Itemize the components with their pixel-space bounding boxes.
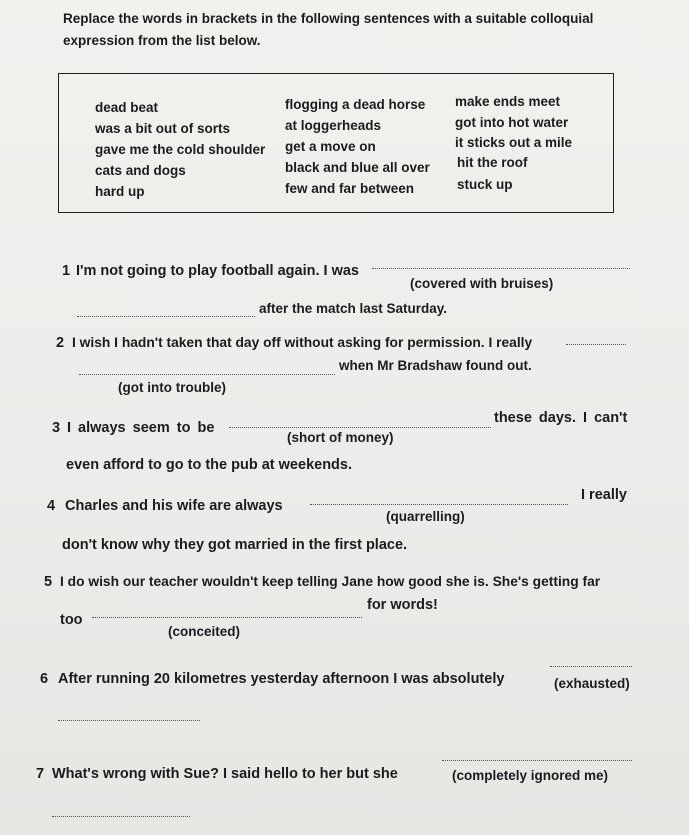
expression-item: dead beat xyxy=(95,100,159,115)
answer-blank-1a[interactable] xyxy=(372,268,630,269)
instructions-line-2: expression from the list below. xyxy=(63,33,261,48)
expression-item: gave me the cold shoulder xyxy=(95,142,266,157)
expression-item: it sticks out a mile xyxy=(455,135,573,150)
question-2-continuation: when Mr Bradshaw found out. xyxy=(339,358,532,373)
question-3-line-2: even afford to go to the pub at weekends. xyxy=(66,457,352,473)
question-number: 1 xyxy=(62,263,71,279)
expression-item: hard up xyxy=(95,184,145,199)
expression-item: stuck up xyxy=(457,177,513,192)
answer-blank-6b[interactable] xyxy=(58,720,200,721)
question-3-text: I always seem to be xyxy=(67,420,215,436)
question-number: 6 xyxy=(40,671,49,687)
question-1-hint: (covered with bruises) xyxy=(410,276,554,291)
answer-blank-2b[interactable] xyxy=(79,374,335,375)
answer-blank-4[interactable] xyxy=(310,504,568,505)
question-5-line-2: too xyxy=(60,612,83,628)
expression-item: few and far between xyxy=(285,181,415,196)
answer-blank-1b[interactable] xyxy=(77,316,255,317)
question-number: 4 xyxy=(47,498,56,514)
question-4-continuation: I really xyxy=(581,487,627,503)
answer-blank-5[interactable] xyxy=(92,617,362,618)
question-7-hint: (completely ignored me) xyxy=(452,768,609,783)
instructions-line-1: Replace the words in brackets in the following sentences with a suitable colloquial xyxy=(63,11,594,26)
expression-item: black and blue all over xyxy=(285,160,430,175)
question-3-hint: (short of money) xyxy=(287,430,394,445)
answer-blank-6a[interactable] xyxy=(550,666,632,667)
question-2-hint: (got into trouble) xyxy=(118,380,226,395)
question-7-text: What's wrong with Sue? I said hello to her but she xyxy=(52,766,398,782)
expression-item: was a bit out of sorts xyxy=(95,121,231,136)
question-number: 3 xyxy=(52,420,61,436)
answer-blank-2a[interactable] xyxy=(566,344,626,345)
answer-blank-3[interactable] xyxy=(229,427,491,428)
question-number: 5 xyxy=(44,574,53,590)
question-1-text: I'm not going to play football again. I was xyxy=(76,263,359,279)
expression-item: hit the roof xyxy=(457,155,528,170)
question-number: 2 xyxy=(56,335,65,351)
question-4-line-2: don't know why they got married in the first place. xyxy=(62,537,408,553)
question-5-continuation: for words! xyxy=(367,597,438,613)
question-4-hint: (quarrelling) xyxy=(386,509,465,524)
question-1-continuation: after the match last Saturday. xyxy=(259,301,448,316)
question-5-hint: (conceited) xyxy=(168,624,241,639)
answer-blank-7a[interactable] xyxy=(442,760,632,761)
question-2-text: I wish I hadn't taken that day off without asking for permission. I really xyxy=(72,335,533,350)
question-4-text: Charles and his wife are always xyxy=(65,498,283,514)
expression-item: at loggerheads xyxy=(285,118,382,133)
expression-item: got into hot water xyxy=(455,115,569,130)
question-6-text: After running 20 kilometres yesterday afternoon I was absolutely xyxy=(58,671,505,687)
expression-item: get a move on xyxy=(285,139,376,154)
question-number: 7 xyxy=(36,766,45,782)
expression-item: make ends meet xyxy=(455,94,561,109)
expression-item: flogging a dead horse xyxy=(285,97,426,112)
question-3-continuation: these days. I can't xyxy=(494,410,628,426)
question-5-text: I do wish our teacher wouldn't keep telling Jane how good she is. She's getting far xyxy=(60,574,601,589)
expression-list-box xyxy=(58,73,614,213)
question-6-hint: (exhausted) xyxy=(554,676,630,691)
expression-item: cats and dogs xyxy=(95,163,186,178)
answer-blank-7b[interactable] xyxy=(52,816,190,817)
